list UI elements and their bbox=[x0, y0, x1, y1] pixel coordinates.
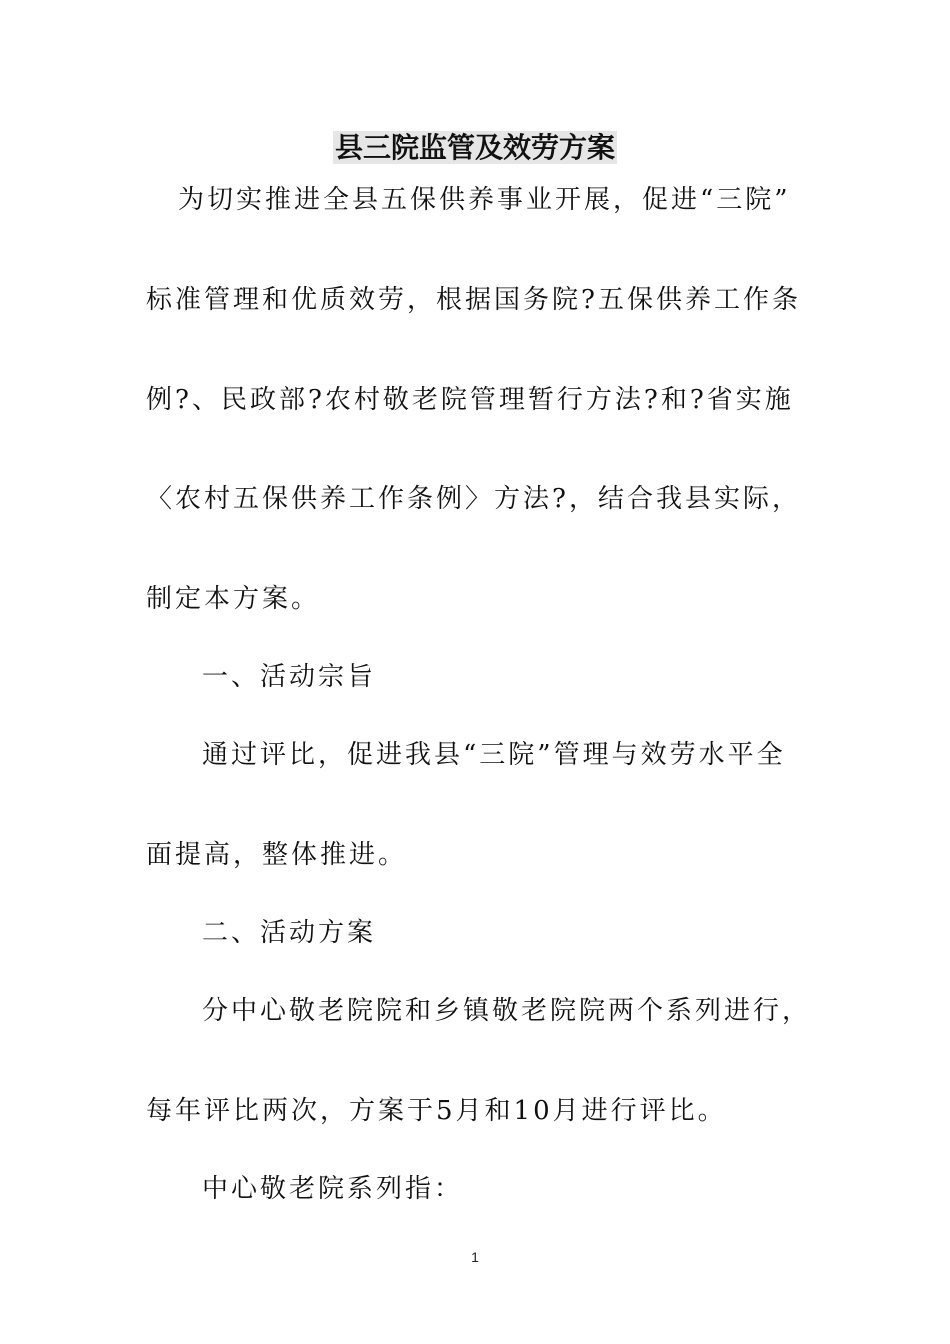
paragraph-line: 每年评比两次，方案于5月和10月进行评比。 bbox=[146, 1096, 727, 1126]
section-heading: 二、活动方案 bbox=[202, 918, 377, 948]
section-heading: 一、活动宗旨 bbox=[202, 662, 377, 692]
paragraph-line: 为切实推进全县五保供养事业开展，促进“三院” bbox=[178, 185, 791, 215]
paragraph-line: 标准管理和优质效劳，根据国务院?五保供养工作条 bbox=[146, 285, 801, 315]
paragraph-line: 例?、民政部?农村敬老院管理暂行方法?和?省实施 bbox=[146, 385, 794, 415]
document-title-text: 县三院监管及效劳方案 bbox=[334, 131, 615, 164]
paragraph-line: 中心敬老院系列指： bbox=[202, 1174, 464, 1204]
page-number: 1 bbox=[471, 1249, 479, 1265]
paragraph-line: 分中心敬老院院和乡镇敬老院院两个系列进行， bbox=[202, 996, 812, 1026]
paragraph-line: 通过评比，促进我县“三院”管理与效劳水平全 bbox=[202, 740, 786, 770]
document-title bbox=[0, 128, 950, 168]
paragraph-line: 〈农村五保供养工作条例〉方法?，结合我县实际， bbox=[146, 484, 801, 514]
paragraph-line: 制定本方案。 bbox=[146, 584, 321, 614]
paragraph-line: 面提高，整体推进。 bbox=[146, 840, 408, 870]
